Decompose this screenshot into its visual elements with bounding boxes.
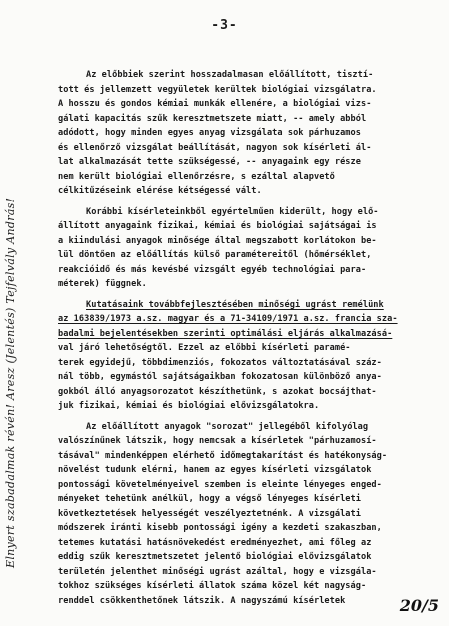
text-line: méterek) függnek. (58, 279, 147, 289)
text-line: állított anyagaink fizikai, kémiai és biológiai sajátságai is (58, 221, 377, 231)
text-line: ményeket tehetünk anélkül, hogy a végső lényeges kísérleti (58, 494, 361, 504)
paragraph-3 (58, 298, 440, 414)
text-line: Az előállított anyagok "sorozat" jellegéből kifolyólag (86, 421, 369, 432)
underlined-text-line: badalmi bejelentésekben szerinti optimálási eljárás alkalmazásá- (58, 328, 393, 339)
paragraph-1 (58, 68, 440, 199)
text-line: terek egyidejű, többdimenziós, fokozatos változtatásával száz- (58, 357, 382, 368)
text-line: Korábbi kísérleteinkből egyértelműen kiderült, hogy elő- (86, 206, 379, 217)
text-line: nál több, egymástól sajátságaikban fokozatosan különböző anya- (58, 372, 382, 382)
underlined-text-line: Kutatásaink továbbfejlesztésében minőségi ugrást remélünk (86, 299, 384, 310)
body-text (58, 68, 440, 614)
text-line: gálati kapacitás szűk keresztmetszete miatt, -- amely abból (58, 113, 367, 124)
text-line: tokhoz szükséges kísérleti állatok száma közel két nagyság- (58, 581, 367, 591)
text-line: lül döntően az előállítás külső paramétereitől (hőmérséklet, (58, 250, 372, 260)
text-line: A hosszu és gondos kémiai munkák ellenére, a biológiai vizs- (58, 99, 372, 109)
text-line: és ellenőrző vizsgálat beállítását, nagyon sok kísérleti ál- (58, 142, 372, 153)
handwritten-reference-number: 20/5 (399, 596, 439, 615)
text-line: val járó lehetőségtől. Ezzel az előbbi kísérleti paramé- (58, 343, 351, 353)
text-line: következtetések helyességét veszélyeztetnénk. A vizsgálati (58, 508, 361, 519)
text-line: renddel csökkenthetőnek látszik. A nagyszámú kísérletek (58, 595, 346, 606)
text-line: nem került biológiai ellenőrzésre, s ezáltal alapvető (58, 171, 335, 182)
text-line: reakcióidő és más kevésbé vizsgált egyéb technológiai para- (58, 264, 367, 275)
text-line: lat alkalmazását tette szükségessé, -- anyagaink egy része (58, 157, 361, 167)
text-line: területén jelenthet minőségi ugrást azáltal, hogy e vizsgála- (58, 566, 377, 577)
text-line: gokból álló anyagsorozatot készíthetünk, s azokat bocsájthat- (58, 386, 377, 397)
paragraph-2 (58, 205, 440, 292)
text-line: tásával" mindenképpen elérhető időmegtakarítást és hatékonyság- (58, 450, 388, 461)
text-line: tott és jellemzett vegyületek kerültek biológiai vizsgálatra. (58, 84, 377, 95)
text-line: tetemes kutatási hatásnövekedést eredményezhet, ami főleg az (58, 537, 372, 548)
text-line: pontossági követelményeivel szemben is eleinte lényeges enged- (58, 479, 382, 490)
text-line: a kiindulási anyagok minősége által megszabott korlátokon be- (58, 235, 377, 246)
text-line: Az előbbiek szerint hosszadalmasan előállított, tisztí- (86, 70, 374, 80)
text-line: valószínűnek látszik, hogy nemcsak a kísérletek "párhuzamosí- (58, 436, 377, 446)
text-line: eddig szűk keresztmetszetet jelentő biológiai elővizsgálatok (58, 552, 372, 562)
page-number: -3- (211, 18, 238, 33)
underlined-text-line: az 163839/1973 a.sz. magyar és a 71-34109/1971 a.sz. francia sza- (58, 314, 398, 324)
text-line: adódott, hogy minden egyes anyag vizsgálata sok párhuzamos (58, 128, 361, 138)
handwritten-margin-note: Elnyert szabadalmak révén! Aresz (Jelentés) Tejfelvály András! (4, 197, 17, 568)
text-line: növelést tudunk elérni, hanem az egyes kísérleti vizsgálatok (58, 465, 372, 475)
text-line: módszerek iránti kisebb pontossági igény a kezdeti szakaszban, (58, 523, 382, 533)
paragraph-4 (58, 420, 440, 609)
text-line: célkitűzéseink elérése kétségessé vált. (58, 186, 262, 196)
text-line: juk fizikai, kémiai és biológiai elővizsgálatokra. (58, 401, 320, 411)
